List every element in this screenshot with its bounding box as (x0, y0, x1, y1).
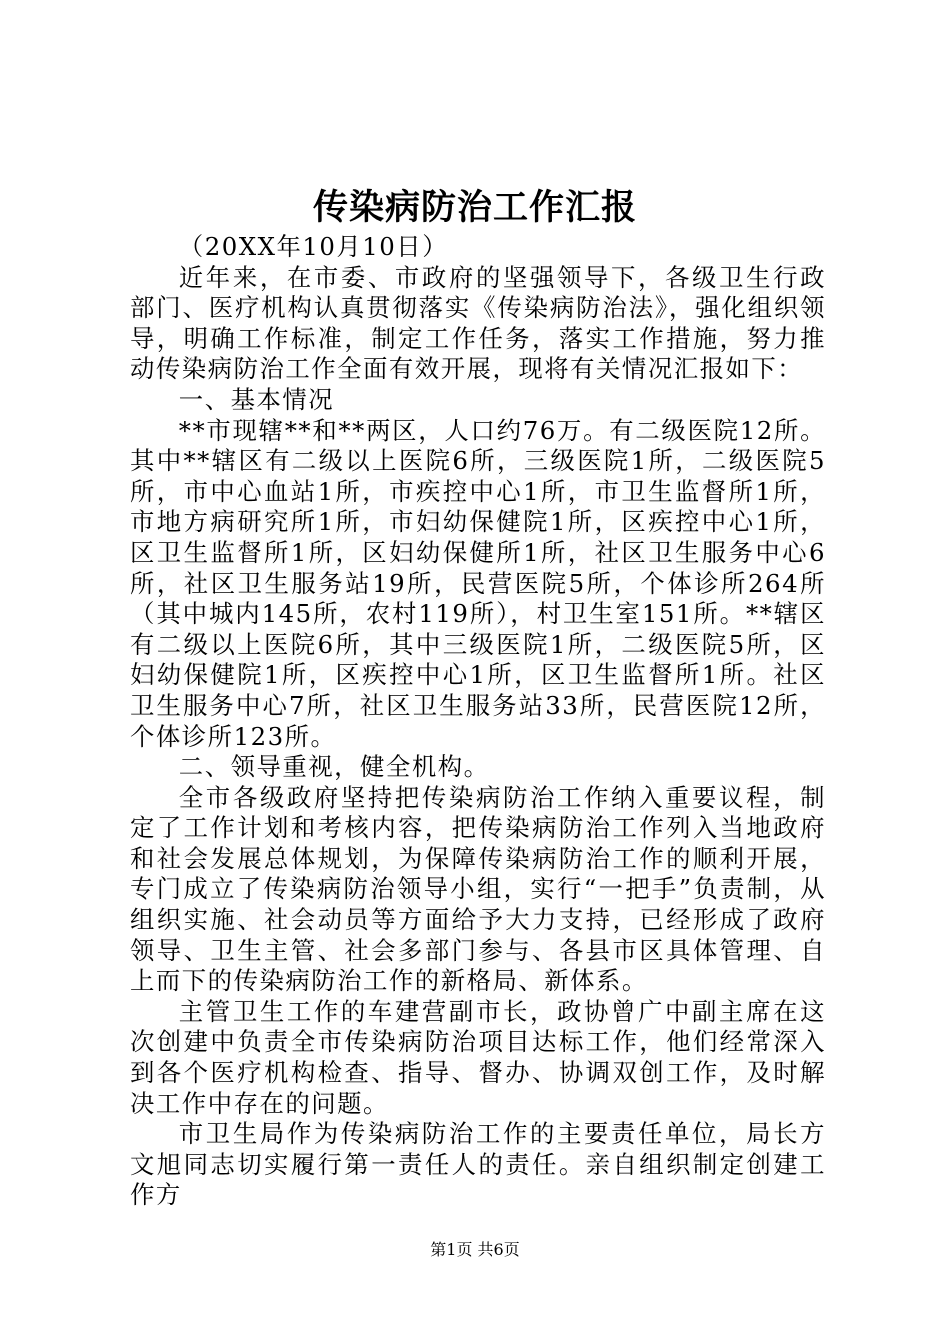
page-footer: 第1页 共6页 (430, 1240, 520, 1259)
paragraph-basic-info: **市现辖**和**两区，人口约76万。有二级医院12所。其中**辖区有二级以上医院6所，三级医院1所，二级医院5所，市中心血站1所，市疾控中心1所，市卫生监督所1所，市地方病研究所1所，市妇幼保健院1所，区疾控中心1所，区卫生监督所1所，区妇幼保健所1所，社区卫生服务中心6所，社区卫生服务站19所，民营医院5所，个体诊所264所（其中城内145所，农村119所），村卫生室151所。**辖区有二级以上医院6所，其中三级医院1所，二级医院5所，区妇幼保健院1所，区疾控中心1所，区卫生监督所1所。社区卫生服务中心7所，社区卫生服务站33所，民营医院12所，个体诊所123所。 (130, 415, 826, 751)
page-title: 传染病防治工作汇报 (312, 187, 637, 228)
section-heading-leadership: 二、领导重视，健全机构。 (178, 752, 490, 782)
paragraph-intro: 近年来，在市委、市政府的坚强领导下，各级卫生行政部门、医疗机构认真贯彻落实《传染病防治法》，强化组织领导，明确工作标准，制定工作任务，落实工作措施，努力推动传染病防治工作全面有效开展，现将有关情况汇报如下： (130, 262, 826, 384)
paragraph-health-bureau: 市卫生局作为传染病防治工作的主要责任单位，局长方文旭同志切实履行第一责任人的责任。亲自组织制定创建工作方 (130, 1119, 826, 1210)
section-heading-basic: 一、基本情况 (178, 384, 335, 414)
paragraph-vice-mayor: 主管卫生工作的车建营副市长，政协曾广中副主席在这次创建中负责全市传染病防治项目达标工作，他们经常深入到各个医疗机构检查、指导、督办、协调双创工作，及时解决工作中存在的问题。 (130, 996, 826, 1118)
date-line: （20XX年10月10日） (178, 232, 449, 261)
document-body (130, 232, 826, 1211)
paragraph-leadership: 全市各级政府坚持把传染病防治工作纳入重要议程，制定了工作计划和考核内容，把传染病防治工作列入当地政府和社会发展总体规划，为保障传染病防治工作的顺利开展，专门成立了传染病防治领导小组，实行“一把手”负责制，从组织实施、社会动员等方面给予大力支持，已经形成了政府领导、卫生主管、社会多部门参与、各县市区具体管理、自上而下的传染病防治工作的新格局、新体系。 (130, 782, 826, 996)
